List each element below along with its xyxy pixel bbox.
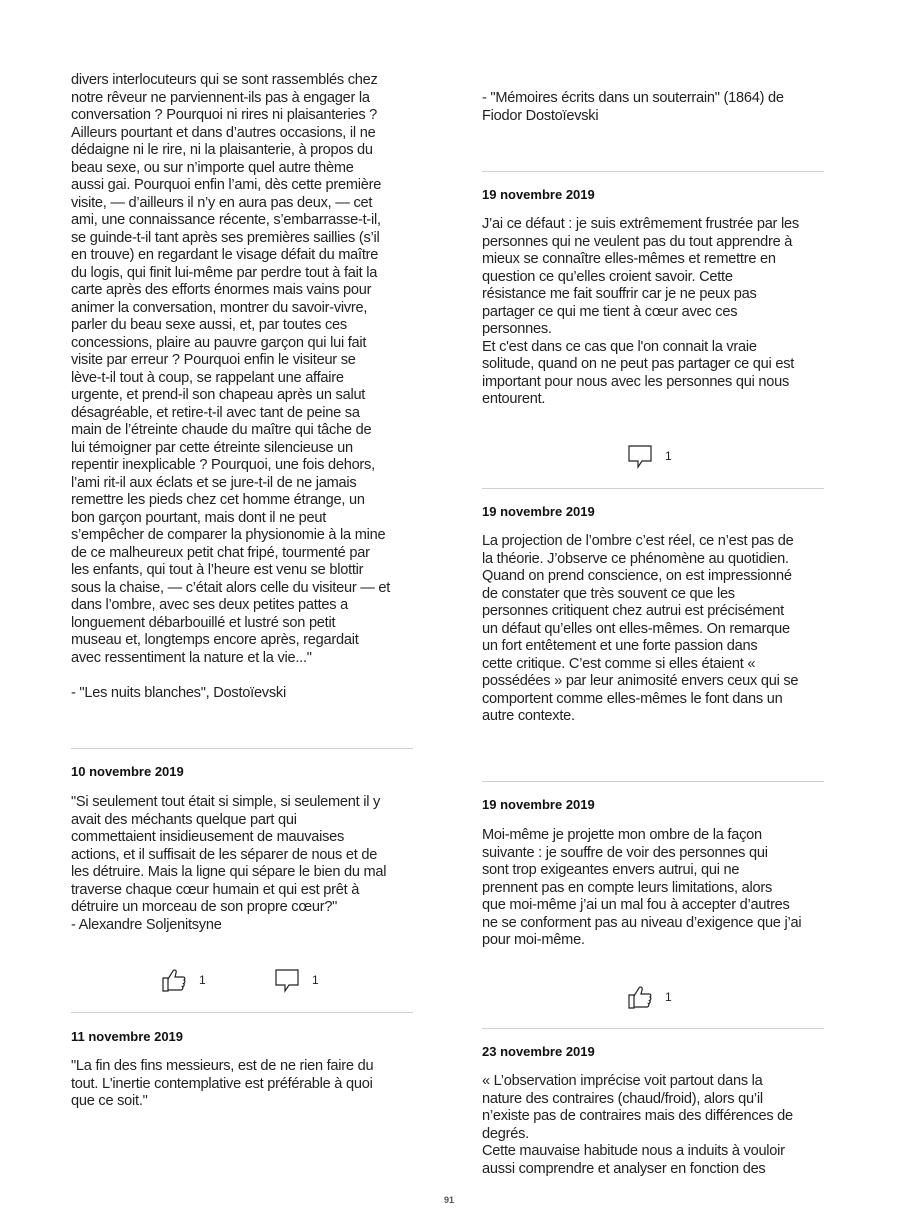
text-line: de ce malheureux petit chat fripé, tourmenté par bbox=[71, 544, 370, 561]
entry-text bbox=[71, 1058, 413, 1111]
page-number: 91 bbox=[443, 1195, 454, 1205]
text-line: du logis, qui finit lui-même par perdre tout à fait la bbox=[71, 264, 378, 281]
text-line: les détruire. Mais la ligne qui sépare le bien du mal bbox=[71, 864, 387, 880]
entry-text bbox=[482, 827, 824, 950]
text-line: repentir inexplicable ? Pourquoi, une fois dehors, bbox=[71, 457, 375, 473]
text-line: degrés. bbox=[482, 1125, 529, 1142]
intro-quote-source: - "Les nuits blanches", Dostoïevski bbox=[71, 684, 286, 701]
text-line: divers interlocuteurs qui se sont rassemblés chez bbox=[71, 72, 378, 88]
intro-quote bbox=[71, 72, 413, 702]
text-line: important pour nous avec les personnes qui nous bbox=[482, 373, 790, 390]
text-line: J’ai ce défaut : je suis extrêmement frustrée par les bbox=[482, 216, 799, 232]
entry-date: 19 novembre 2019 bbox=[482, 504, 595, 519]
entry-divider bbox=[71, 1012, 413, 1013]
text-line: en trouve) en regardant le visage défait du maître bbox=[71, 247, 379, 263]
text-line: "Si seulement tout était si simple, si seulement il y bbox=[71, 794, 381, 810]
text-line: l’ami rit-il aux éclats et se jure-t-il de ne jamais bbox=[71, 474, 357, 491]
text-line: pour moi-même. bbox=[482, 932, 585, 948]
text-line: "La fin des fins messieurs, est de ne rien faire du bbox=[71, 1058, 374, 1074]
text-line: beau sexe, ou sur n’importe quel autre thème bbox=[71, 159, 354, 176]
text-line: bon garçon pourtant, mais dont il ne peut bbox=[71, 509, 327, 526]
text-line: actions, et il suffisait de les séparer de nous et de bbox=[71, 846, 378, 863]
entry-divider bbox=[482, 488, 824, 489]
text-line: personnes critiquent chez autrui est précisément bbox=[482, 603, 784, 619]
like-count: 1 bbox=[199, 973, 206, 987]
text-line: prennent pas en compte leurs limitations, alors bbox=[482, 879, 773, 896]
text-line: question ce qu’elles croient savoir. Cette bbox=[482, 268, 733, 285]
text-line: nature des contraires (chaud/froid), alors qu’il bbox=[482, 1090, 763, 1107]
thumbs-up-icon bbox=[627, 984, 653, 1010]
entry-date: 11 novembre 2019 bbox=[71, 1029, 184, 1044]
thumbs-up-icon bbox=[161, 967, 187, 993]
text-line: Quand on prend conscience, on est impressionné bbox=[482, 568, 792, 584]
entry-date: 10 novembre 2019 bbox=[71, 764, 184, 779]
text-line: longuement débarbouillé et lustré son petit bbox=[71, 614, 336, 631]
text-line: notre rêveur ne parviennent-ils pas à engager la bbox=[71, 89, 370, 106]
text-line: tout. L'inertie contemplative est préférable à quoi bbox=[71, 1075, 373, 1092]
text-line: la théorie. J’observe ce phénomène au quotidien. bbox=[482, 550, 789, 567]
text-line: personnes qui ne veulent pas du tout apprendre à bbox=[482, 233, 793, 250]
entry-text bbox=[482, 1073, 824, 1178]
comment-icon bbox=[274, 967, 300, 993]
text-line: que moi-même j’ai un mal fou à accepter d’autres bbox=[482, 897, 790, 913]
text-line: détruire un morceau de son propre cœur?" bbox=[71, 899, 338, 915]
like-button[interactable] bbox=[161, 967, 206, 993]
text-line: Ailleurs pourtant et dans d’autres occasions, il ne bbox=[71, 124, 376, 141]
text-line: visite, — d’ailleurs il n’y en aura pas deux, — cet bbox=[71, 194, 373, 211]
text-line: lève-t-il tout à coup, se rappelant une affaire bbox=[71, 369, 344, 386]
comment-count: 1 bbox=[665, 449, 672, 463]
text-line: possédées » par leur animosité envers ceux qui se bbox=[482, 673, 799, 689]
text-line: sont trop exigeantes envers autrui, qui ne bbox=[482, 862, 740, 878]
comment-count: 1 bbox=[312, 973, 319, 987]
entry-date: 19 novembre 2019 bbox=[482, 797, 595, 812]
text-line: dédaigne ni le rire, ni la plaisanterie, à propos du bbox=[71, 142, 373, 158]
entry-text bbox=[482, 216, 824, 409]
intro-quote-text bbox=[71, 72, 413, 667]
text-line: désagréable, et retire-t-il avec tant de peine sa bbox=[71, 404, 360, 421]
text-line: animer la conversation, montrer du savoir-vivre, bbox=[71, 299, 368, 316]
text-line: partager ce qui me tient à cœur avec ces bbox=[482, 303, 738, 320]
entry-divider bbox=[71, 748, 413, 749]
like-count: 1 bbox=[665, 990, 672, 1004]
comment-button[interactable] bbox=[627, 443, 672, 469]
text-line: personnes. bbox=[482, 321, 552, 337]
text-line: museau et, longtemps encore après, regardait bbox=[71, 632, 359, 648]
text-line: Fiodor Dostoïevski bbox=[482, 107, 599, 124]
intro-quote-source bbox=[482, 90, 824, 125]
text-line: cette critique. C’est comme si elles étaient « bbox=[482, 655, 756, 672]
text-line: Et c'est dans ce cas que l'on connait la vraie bbox=[482, 338, 757, 355]
text-line: - Alexandre Soljenitsyne bbox=[71, 916, 222, 933]
text-line: Cette mauvaise habitude nous a induits à vouloir bbox=[482, 1143, 785, 1159]
text-line: remettre les pieds chez cet homme étrange, un bbox=[71, 492, 365, 508]
text-line: parler du beau sexe aussi, et, par toutes ces bbox=[71, 317, 347, 333]
text-line: solitude, quand on ne peut pas partager ce qui est bbox=[482, 356, 795, 372]
text-line: urgente, et prend-il son chapeau après un salut bbox=[71, 387, 366, 403]
text-line: s’empêcher de comparer la physionomie à la mine bbox=[71, 527, 386, 543]
text-line: ami, une connaissance récente, s’embarrasse-t-il, bbox=[71, 212, 381, 228]
entry-text bbox=[482, 533, 824, 726]
text-line: aussi comprendre et analyser en fonction des bbox=[482, 1160, 766, 1177]
text-line: se guinde-t-il tant après ses premières saillies (s’il bbox=[71, 229, 380, 246]
text-line: avec ressentiment la nature et la vie..." bbox=[71, 649, 312, 666]
entry-text bbox=[71, 794, 413, 934]
like-button[interactable] bbox=[627, 984, 672, 1010]
text-line: aussi gai. Pourquoi enfin l’ami, dès cette première bbox=[71, 177, 382, 193]
entry-divider bbox=[482, 1028, 824, 1029]
text-line: résistance me fait souffrir car je ne peux pas bbox=[482, 286, 757, 302]
text-line: suivante : je souffre de voir des personnes qui bbox=[482, 844, 768, 861]
text-line: sous la chaise, — c’était alors celle du visiteur — et bbox=[71, 579, 391, 596]
text-line: les enfants, qui tout à l’heure est venu se blottir bbox=[71, 562, 364, 578]
text-line: n’existe pas de contraires mais des différences de bbox=[482, 1108, 793, 1124]
text-line: main de l’étreinte chaude du maître qui tâche de bbox=[71, 422, 372, 438]
text-line: un fort entêtement et une forte passion dans bbox=[482, 638, 758, 654]
text-line: traverse chaque cœur humain et qui est prêt à bbox=[71, 881, 360, 898]
comment-icon bbox=[627, 443, 653, 469]
text-line: conversation ? Pourquoi ni rires ni plaisanteries ? bbox=[71, 107, 378, 123]
text-line: ne se conforment pas au niveau d’exigence que j’ai bbox=[482, 914, 802, 931]
text-line: La projection de l’ombre c’est réel, ce n’est pas de bbox=[482, 533, 794, 549]
text-line: « L’observation imprécise voit partout dans la bbox=[482, 1073, 763, 1089]
text-line: comportent comme elles-mêmes le font dans un bbox=[482, 690, 783, 707]
text-line: autre contexte. bbox=[482, 708, 575, 724]
text-line: lui témoigner par cette étreinte silencieuse un bbox=[71, 439, 353, 456]
text-line: - "Mémoires écrits dans un souterrain" (1864) de bbox=[482, 90, 784, 106]
text-line: concessions, plaire au pauvre garçon qui lui fait bbox=[71, 334, 367, 351]
text-line: entourent. bbox=[482, 391, 546, 407]
text-line: visite par erreur ? Pourquoi enfin le visiteur se bbox=[71, 352, 356, 368]
text-line: de constater que très souvent ce que les bbox=[482, 585, 735, 602]
text-line: commettaient insidieusement de mauvaises bbox=[71, 829, 345, 845]
text-line: un défaut qu’elles ont elles-mêmes. On remarque bbox=[482, 620, 790, 637]
text-line: avait des méchants quelque part qui bbox=[71, 811, 297, 828]
comment-button[interactable] bbox=[274, 967, 319, 993]
entry-divider bbox=[482, 171, 824, 172]
text-line: dans l’ombre, avec ses deux petites pattes a bbox=[71, 597, 348, 613]
entry-date: 19 novembre 2019 bbox=[482, 187, 595, 202]
entry-divider bbox=[482, 781, 824, 782]
text-line: mieux se connaître elles-mêmes et remettre en bbox=[482, 251, 776, 267]
text-line: carte après des efforts énormes mais vains pour bbox=[71, 282, 372, 298]
text-line: Moi-même je projette mon ombre de la façon bbox=[482, 827, 762, 843]
entry-date: 23 novembre 2019 bbox=[482, 1044, 595, 1059]
text-line: que ce soit." bbox=[71, 1093, 148, 1109]
